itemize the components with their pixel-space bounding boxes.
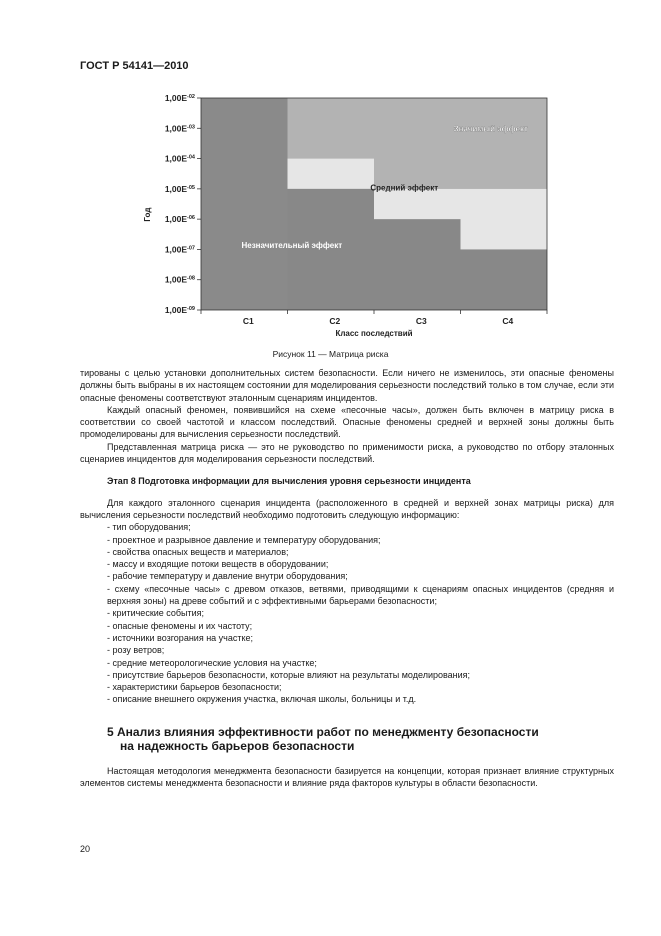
list-item: - свойства опасных веществ и материалов; bbox=[107, 546, 614, 558]
paragraph: Для каждого эталонного сценария инцидента (расположенного в средней и верхней зонах матрицы риска) для вычисления серьезности последствий необходимо подготовить следующую информацию: bbox=[80, 497, 614, 520]
zone-label-significant: Значимый эффект bbox=[453, 124, 528, 134]
document-standard-header: ГОСТ Р 54141—2010 bbox=[80, 60, 189, 72]
list-item: - характеристики барьеров безопасности; bbox=[107, 681, 614, 693]
zone-medium-cell bbox=[461, 189, 548, 250]
list-item: - розу ветров; bbox=[107, 644, 614, 656]
list-item: - рабочие температуру и давление внутри оборудования; bbox=[107, 570, 614, 582]
y-axis-label: Год bbox=[143, 207, 152, 222]
info-list bbox=[80, 521, 614, 705]
x-tick-label: С3 bbox=[415, 316, 427, 326]
list-item: - критические события; bbox=[107, 607, 614, 619]
list-item: - проектное и разрывное давление и температуру оборудования; bbox=[107, 534, 614, 546]
y-tick-label: $1,00E^{-04}$ bbox=[164, 153, 195, 164]
page-number: 20 bbox=[80, 844, 91, 854]
x-tick-label: С1 bbox=[242, 316, 254, 326]
zone-label-low: Незначительный эффект bbox=[241, 240, 343, 250]
zone-significant-cell bbox=[288, 98, 375, 159]
list-item: - массу и входящие потоки веществ в оборудовании; bbox=[107, 558, 614, 570]
list-item: - описание внешнего окружения участка, включая школы, больницы и т.д. bbox=[107, 693, 614, 705]
figure-caption: Рисунок 11 — Матрица риска bbox=[272, 349, 389, 359]
zone-significant-cell bbox=[374, 98, 461, 189]
x-tick-label: С4 bbox=[502, 316, 514, 326]
zone-medium-cell bbox=[374, 189, 461, 219]
paragraph: Каждый опасный феномен, появившийся на схеме «песочные часы», должен быть включен в матрицу риска в соответствии со своей частотой и классом последствий. Опасные феномены средней и верхней зоны должны быть промоделированы для вычисления серьезности последствий. bbox=[80, 404, 614, 440]
section-5-heading-line1: 5 Анализ влияния эффективности работ по менеджменту безопасности bbox=[107, 724, 539, 739]
risk-matrix-chart bbox=[140, 90, 560, 342]
y-tick-label: $1,00E^{-08}$ bbox=[164, 274, 195, 285]
paragraph: тированы с целью установки дополнительных систем безопасности. Если ничего не изменилось, эти опасные феномены должны быть выбраны в их настоящем состоянии для моделирования серьезности последствий только в том случае, если эти опасные феномены соответствуют эталонным сценариям инцидентов. bbox=[80, 368, 614, 403]
paragraph: Настоящая методология менеджмента безопасности базируется на концепции, которая признает влияние структурных элементов системы менеджмента безопасности и влияние ряда факторов культуры в области безопасности. bbox=[80, 765, 614, 789]
x-tick-label: С2 bbox=[329, 316, 341, 326]
zone-label-medium: Средний эффект bbox=[370, 183, 439, 193]
list-item: - тип оборудования; bbox=[107, 521, 614, 533]
list-item: - схему «песочные часы» с древом отказов, ветвями, приводящими к сценариям опасных инцидентов (средняя и верхняя зоны) на древе событий и с эффективными барьерами безопасности; bbox=[80, 583, 614, 608]
paragraph: Представленная матрица риска — это не руководство по применимости риска, а руководство по отбору эталонных сценариев инцидентов для моделирования серьезности последствий. bbox=[80, 441, 614, 465]
section-5-heading bbox=[80, 725, 614, 754]
y-tick-label: $1,00E^{-07}$ bbox=[164, 244, 195, 255]
list-item: - опасные феномены и их частоту; bbox=[107, 620, 614, 632]
x-axis-label: Класс последствий bbox=[335, 329, 413, 338]
zone-medium-cell bbox=[288, 159, 375, 189]
step-heading: Этап 8 Подготовка информации для вычисления уровня серьезности инцидента bbox=[107, 476, 471, 487]
body-text bbox=[80, 367, 614, 789]
zone-low-column bbox=[201, 98, 288, 310]
y-tick-label: $1,00E^{-06}$ bbox=[164, 214, 195, 225]
list-item: - средние метеорологические условия на участке; bbox=[107, 657, 614, 669]
section-5-heading-line2: на надежность барьеров безопасности bbox=[120, 739, 355, 754]
y-tick-label: $1,00E^{-05}$ bbox=[164, 183, 195, 194]
y-tick-label: $1,00E^{-09}$ bbox=[164, 305, 195, 315]
list-item: - присутствие барьеров безопасности, которые влияют на результаты моделирования; bbox=[107, 669, 614, 681]
y-tick-label: $1,00E^{-03}$ bbox=[164, 123, 195, 134]
y-tick-label: $1,00E^{-02}$ bbox=[164, 93, 195, 103]
risk-matrix-svg bbox=[140, 90, 560, 342]
zone-significant-cell bbox=[461, 98, 548, 189]
list-item: - источники возгорания на участке; bbox=[107, 632, 614, 644]
